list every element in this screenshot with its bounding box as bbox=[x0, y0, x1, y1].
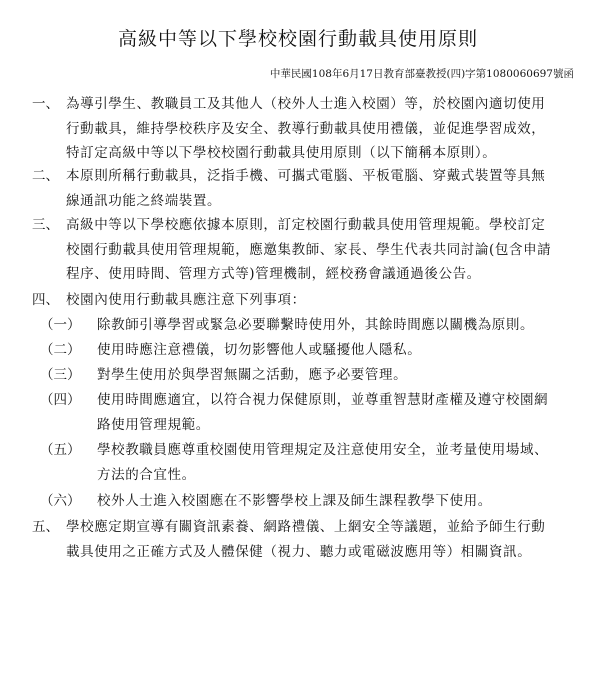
subsection-4 bbox=[0, 388, 596, 440]
subsection-number: （三） bbox=[40, 367, 81, 383]
section-number: 三、 bbox=[32, 217, 59, 233]
section-number: 一、 bbox=[32, 96, 59, 112]
section-5 bbox=[0, 515, 596, 591]
section-text: 校園內使用行動載具應注意下列事項： bbox=[66, 292, 306, 308]
section-1 bbox=[0, 92, 596, 168]
subsection-2 bbox=[0, 338, 596, 364]
subsection-text: 除教師引導學習或緊急必要聯繫時使用外，其餘時間應以關機為原則。 bbox=[97, 317, 535, 333]
section-number: 四、 bbox=[32, 292, 59, 308]
subsection-number: （六） bbox=[40, 493, 81, 509]
section-text: 高級中等以下學校應依據本原則，訂定校園行動載具使用管理規範。學校訂定校園行動載具使用管理規範，應邀集教師、家長、學生代表共同討論(包含申請程序、使用時間、管理方式等)管理機制，經校務會議通過後公告。 bbox=[66, 217, 552, 282]
section-2 bbox=[0, 164, 596, 216]
section-number: 五、 bbox=[32, 519, 59, 535]
subsection-3 bbox=[0, 363, 596, 389]
subsection-text: 使用時應注意禮儀，切勿影響他人或騷擾他人隱私。 bbox=[97, 342, 422, 358]
document-reference: 中華民國108年6月17日教育部臺教授(四)字第1080060697號函 bbox=[269, 68, 574, 80]
subsection-number: （四） bbox=[40, 392, 81, 408]
section-4 bbox=[0, 288, 596, 314]
subsection-text: 學校教職員應尊重校園使用管理規定及注意使用安全，並考量使用場域、方法的合宜性。 bbox=[97, 442, 549, 483]
subsection-text: 校外人士進入校園應在不影響學校上課及師生課程教學下使用。 bbox=[97, 493, 492, 509]
subsection-1 bbox=[0, 313, 596, 339]
section-3 bbox=[0, 213, 596, 289]
subsection-number: （五） bbox=[40, 442, 81, 458]
section-text: 為導引學生、教職員工及其他人（校外人士進入校園）等，於校園內適切使用行動載具，維持學校秩序及安全、教導行動載具使用禮儀，並促進學習成效，特訂定高級中等以下學校校園行動載具使用原則（以下簡稱本原則）。 bbox=[66, 96, 546, 161]
subsection-number: （二） bbox=[40, 342, 81, 358]
subsection-5 bbox=[0, 438, 596, 490]
subsection-6 bbox=[0, 489, 596, 515]
section-text: 學校應定期宣導有關資訊素養、網路禮儀、上網安全等議題，並給予師生行動載具使用之正確方式及人體保健（視力、聽力或電磁波應用等）相關資訊。 bbox=[66, 519, 546, 560]
section-number: 二、 bbox=[32, 168, 59, 184]
subsection-text: 對學生使用於與學習無關之活動，應予必要管理。 bbox=[97, 367, 408, 383]
subsection-text: 使用時間應適宜，以符合視力保健原則，並尊重智慧財產權及遵守校園網路使用管理規範。 bbox=[97, 392, 549, 433]
section-text: 本原則所稱行動載具，泛指手機、可攜式電腦、平板電腦、穿戴式裝置等具無線通訊功能之終端裝置。 bbox=[66, 168, 546, 209]
subsection-number: （一） bbox=[40, 317, 81, 333]
document-title: 高級中等以下學校校園行動載具使用原則 bbox=[117, 28, 478, 50]
